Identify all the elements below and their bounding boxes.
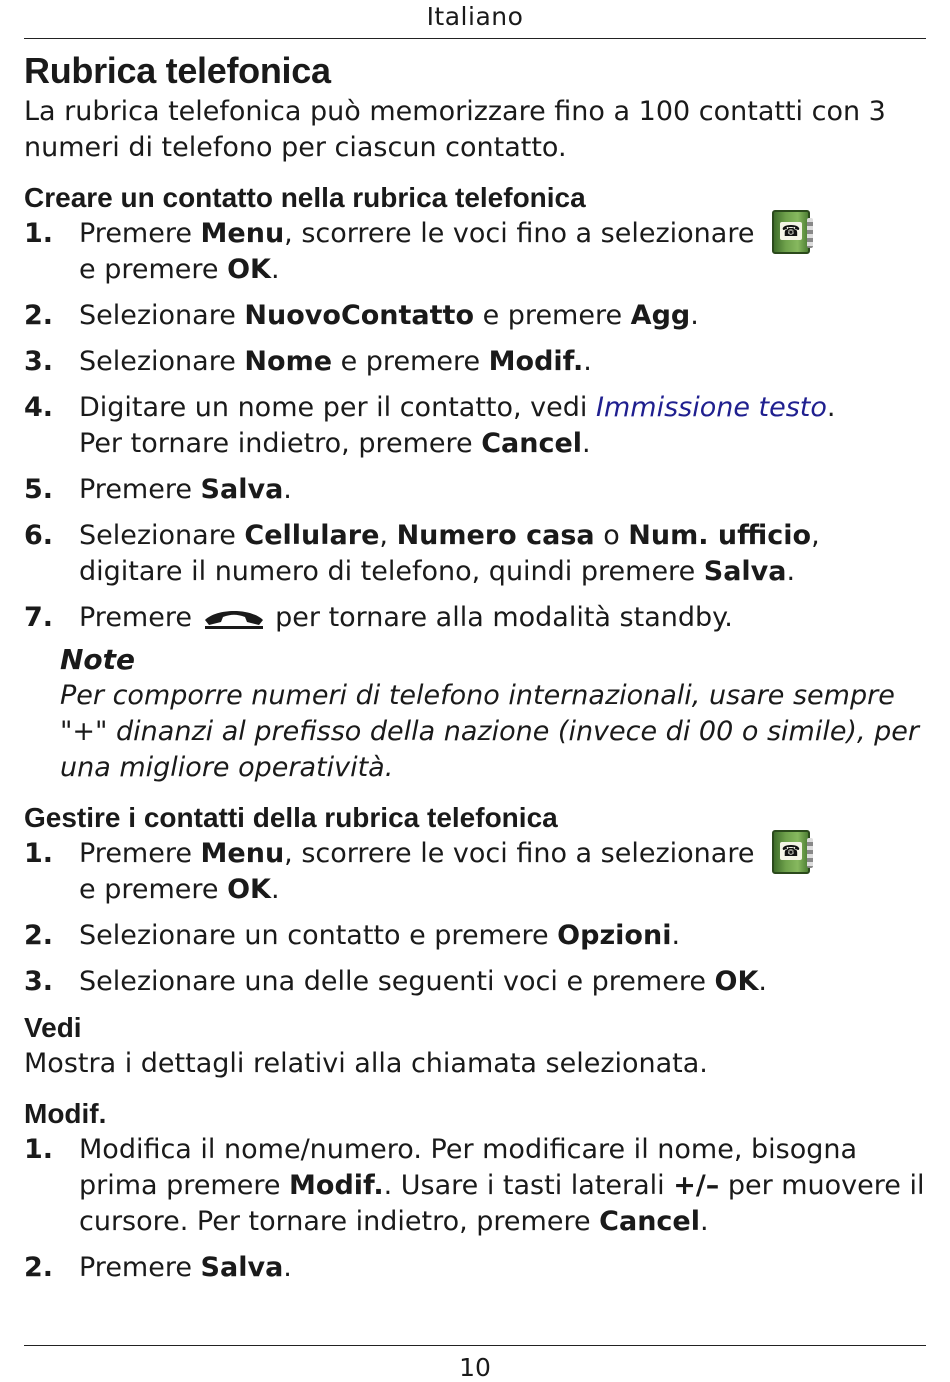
list-item: 5. Premere Salva. xyxy=(24,474,292,505)
modif-steps-list xyxy=(24,1132,926,1286)
list-item: 3. Selezionare una delle seguenti voci e premere OK. xyxy=(24,966,767,997)
list-item: 3. Selezionare Nome e premere Modif.. xyxy=(24,346,592,377)
list-item: 2. Premere Salva. xyxy=(24,1252,292,1283)
list-item: 2. Selezionare NuovoContatto e premere Agg. xyxy=(24,300,699,331)
manage-steps-list xyxy=(24,836,926,1000)
create-steps-list xyxy=(24,216,926,636)
immissione-testo-link[interactable]: Immissione testo xyxy=(596,392,827,423)
phonebook-icon: ☎ xyxy=(772,210,810,254)
list-item: 1. Premere Menu, scorrere le voci fino a selezionare ☎ e premere OK. xyxy=(24,216,926,288)
end-call-icon xyxy=(201,606,267,630)
section-manage-title: Gestire i contatti della rubrica telefonica xyxy=(24,802,558,833)
list-item: 1. Premere Menu, scorrere le voci fino a selezionare ☎ e premere OK. xyxy=(24,836,926,908)
vedi-text: Mostra i dettagli relativi alla chiamata selezionata. xyxy=(24,1048,708,1079)
header-language: Italiano xyxy=(426,2,524,31)
list-item: 4. Digitare un nome per il contatto, vedi Immissione testo. Per tornare indietro, premere Cancel. xyxy=(24,392,836,459)
page-content xyxy=(24,48,926,1286)
modif-title: Modif. xyxy=(24,1098,107,1129)
header-divider xyxy=(24,38,926,39)
intro-text: La rubrica telefonica può memorizzare fino a 100 contatti con 3 numeri di telefono per ciascun contatto. xyxy=(24,96,886,163)
note-text: Per comporre numeri di telefono internazionali, usare sempre "+" dinanzi al prefisso della nazione (invece di 00 o simile), per una migliore operatività. xyxy=(60,680,919,783)
list-item: 1. Modifica il nome/numero. Per modificare il nome, bisogna prima premere Modif.. Usare i tasti laterali +/– per muovere il cursore. Per tornare indietro, premere Cancel. xyxy=(24,1134,925,1237)
page-number: 10 xyxy=(459,1353,491,1382)
phonebook-icon: ☎ xyxy=(772,830,810,874)
list-item: 7. Premere per tornare alla modalità standby. xyxy=(24,602,733,633)
footer-divider xyxy=(24,1345,926,1346)
list-item: 6. Selezionare Cellulare, Numero casa o Num. ufficio, digitare il numero di telefono, quindi premere Salva. xyxy=(24,520,820,587)
section-create-title: Creare un contatto nella rubrica telefonica xyxy=(24,182,586,213)
manual-page xyxy=(24,0,926,1381)
page-title: Rubrica telefonica xyxy=(24,50,331,91)
vedi-title: Vedi xyxy=(24,1012,82,1043)
note-title: Note xyxy=(60,643,136,676)
note-block xyxy=(24,642,926,786)
list-item: 2. Selezionare un contatto e premere Opzioni. xyxy=(24,920,681,951)
